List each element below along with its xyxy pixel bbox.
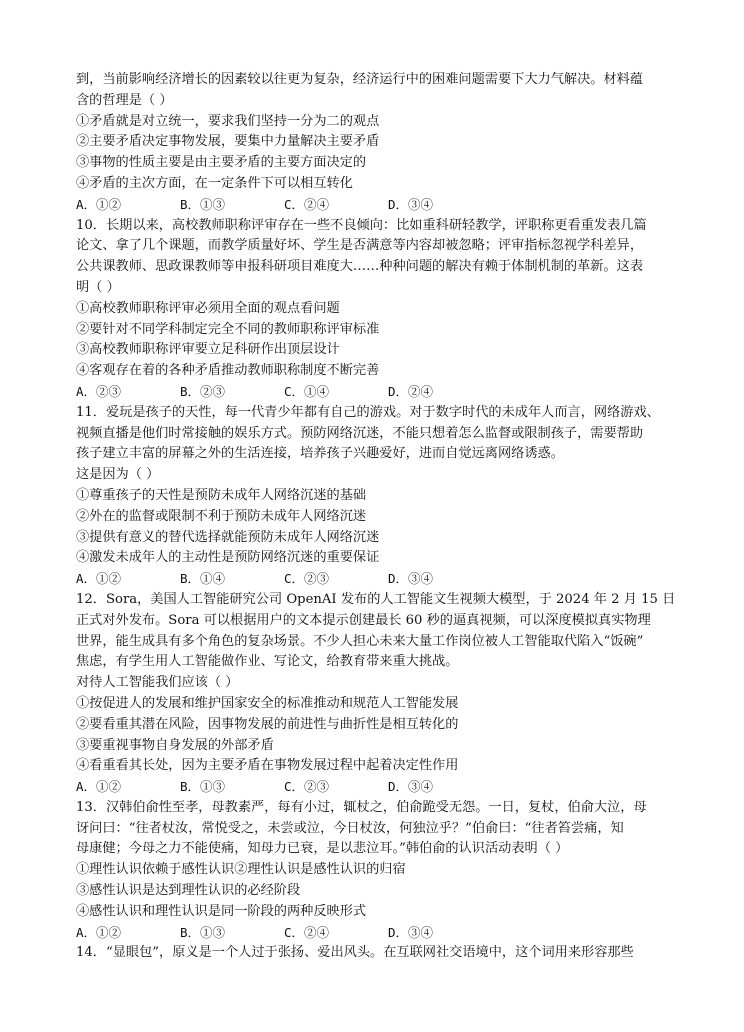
question-14 [76,943,682,964]
statement-2: ②主要矛盾决定事物发展，要集中力量解决主要矛盾 [76,134,380,150]
statement-3: ③要重视事物自身发展的外部矛盾 [76,737,274,753]
option-c: C．②④ [284,924,330,940]
question-text: 到，当前影响经济增长的因素较以往更为复杂，经济运行中的困难问题需要下大力气解决。材料蕴 [76,72,644,87]
option-b: B．②③ [180,383,226,399]
question-text: 明（ ） [76,279,120,295]
question-text: 论文、拿了几个课题，而教学质量好坏、学生是否满意等内容却被忽略；评审指标忽视学科差异， [76,238,644,254]
statement-3: ③事物的性质主要是由主要矛盾的主要方面决定的 [76,155,367,171]
question-text: 对待人工智能我们应该（ ） [76,675,239,691]
option-c: C．②④ [284,196,330,212]
option-c: C．②③ [284,571,330,587]
question-text: 这是因为（ ） [76,467,160,483]
statement-2: ②要看重其潜在风险，因事物发展的前进性与曲折性是相互转化的 [76,716,459,732]
option-d: D．③④ [388,196,434,212]
question-text: 正式对外发布。Sora 可以根据用户的文本提示创建最长 60 秒的逼真视频，可以深度模拟真实物理 [76,612,651,628]
option-d: D．③④ [388,779,434,795]
answer-options [76,195,682,216]
statement-4: ④激发未成年人的主动性是预防网络沉迷的重要保证 [76,550,380,566]
question-text: 12．Sora，美国人工智能研究公司 OpenAI 发布的人工智能文生视频大模型，于 2024 年 2 月 15 日 [76,591,676,607]
answer-options [76,923,682,944]
statement-4: ④客观存在着的各种矛盾推动教师职称制度不断完善 [76,363,380,379]
question-text: 世界，能生成具有多个角色的复杂场景。不少人担心未来大量工作岗位被人工智能取代陷入“饭碗” [76,633,644,649]
question-text: 14．“显眼包”，原义是一个人过于张扬、爱出风头。在互联网社交语境中，这个词用来形容那些 [76,945,634,961]
statement-4: ④感性认识和理性认识是同一阶段的两种反映形式 [76,903,367,919]
question-10 [76,216,682,403]
question-9 [76,70,682,216]
question-text: 10．长期以来，高校教师职称评审存在一些不良倾向：比如重科研轻教学，评职称更看重发表几篇 [76,217,647,233]
answer-options [76,382,682,403]
option-a: A．①② [76,196,122,212]
option-b: B．①④ [180,571,226,587]
option-d: D．③④ [388,924,434,940]
option-a: A．①② [76,571,122,587]
question-12 [76,590,682,798]
question-text: 焦虑，有学生用人工智能做作业、写论文，给教育带来重大挑战。 [76,654,459,670]
statement-2: ②要针对不同学科制定完全不同的教师职称评审标准 [76,321,380,337]
option-b: B．①③ [180,924,226,940]
question-13 [76,798,682,944]
option-b: B．①③ [180,779,226,795]
question-text: 13．汉韩伯俞性至孝，母教素严，每有小过，辄杖之，伯俞跪受无怨。一日，复杖，伯俞大泣，母 [76,799,647,815]
question-text: 11．爱玩是孩子的天性，每一代青少年都有自己的游戏。对于数字时代的未成年人而言，网络游戏、 [76,404,660,420]
question-11 [76,403,682,590]
answer-options [76,777,682,798]
statement-4: ④矛盾的主次方面，在一定条件下可以相互转化 [76,175,353,191]
question-text: 公共课教师、思政课教师等申报科研项目难度大……种种问题的解决有赖于体制机制的革新。这表 [76,259,644,275]
option-d: D．②④ [388,383,434,399]
option-a: A．②③ [76,383,122,399]
option-c: C．②③ [284,779,330,795]
option-d: D．③④ [388,571,434,587]
statement-1: ①高校教师职称评审必须用全面的观点看问题 [76,300,340,316]
question-text: 孩子建立丰富的屏幕之外的生活连接，培养孩子兴趣爱好，进而自觉远离网络诱惑。 [76,446,564,462]
statement-1-2: ①理性认识依赖于感性认识②理性认识是感性认识的归宿 [76,862,406,878]
question-text: 含的哲理是（ ） [76,92,173,108]
statement-3: ③高校教师职称评审要立足科研作出顶层设计 [76,342,340,358]
question-text: 母康健；今母之力不能使痛，知母力已衰，是以悲泣耳。”韩伯俞的认识活动表明（ ） [76,841,569,857]
option-c: C．①④ [284,383,330,399]
statement-3: ③感性认识是达到理性认识的必经阶段 [76,883,301,899]
statement-1: ①矛盾就是对立统一，要求我们坚持一分为二的观点 [76,113,380,129]
question-text: 讶问曰：“往者杖汝，常悦受之，未尝或泣，今日杖汝，何独泣乎？”伯俞曰：“往者笞尝痛，知 [76,820,624,836]
option-a: A．①② [76,779,122,795]
statement-4: ④看重看其长处，因为主要矛盾在事物发展过程中起着决定性作用 [76,758,459,774]
option-a: A．①② [76,924,122,940]
statement-3: ③提供有意义的替代选择就能预防未成年人网络沉迷 [76,529,380,545]
option-b: B．①③ [180,196,226,212]
statement-1: ①按促进人的发展和维护国家安全的标准推动和规范人工智能发展 [76,695,459,711]
statement-1: ①尊重孩子的天性是预防未成年人网络沉迷的基础 [76,487,367,503]
statement-2: ②外在的监督或限制不利于预防未成年人网络沉迷 [76,508,367,524]
answer-options [76,569,682,590]
exam-page [76,70,682,964]
question-text: 视频直播是他们时常接触的娱乐方式。预防网络沉迷，不能只想着怎么监督或限制孩子，需要帮助 [76,425,644,441]
